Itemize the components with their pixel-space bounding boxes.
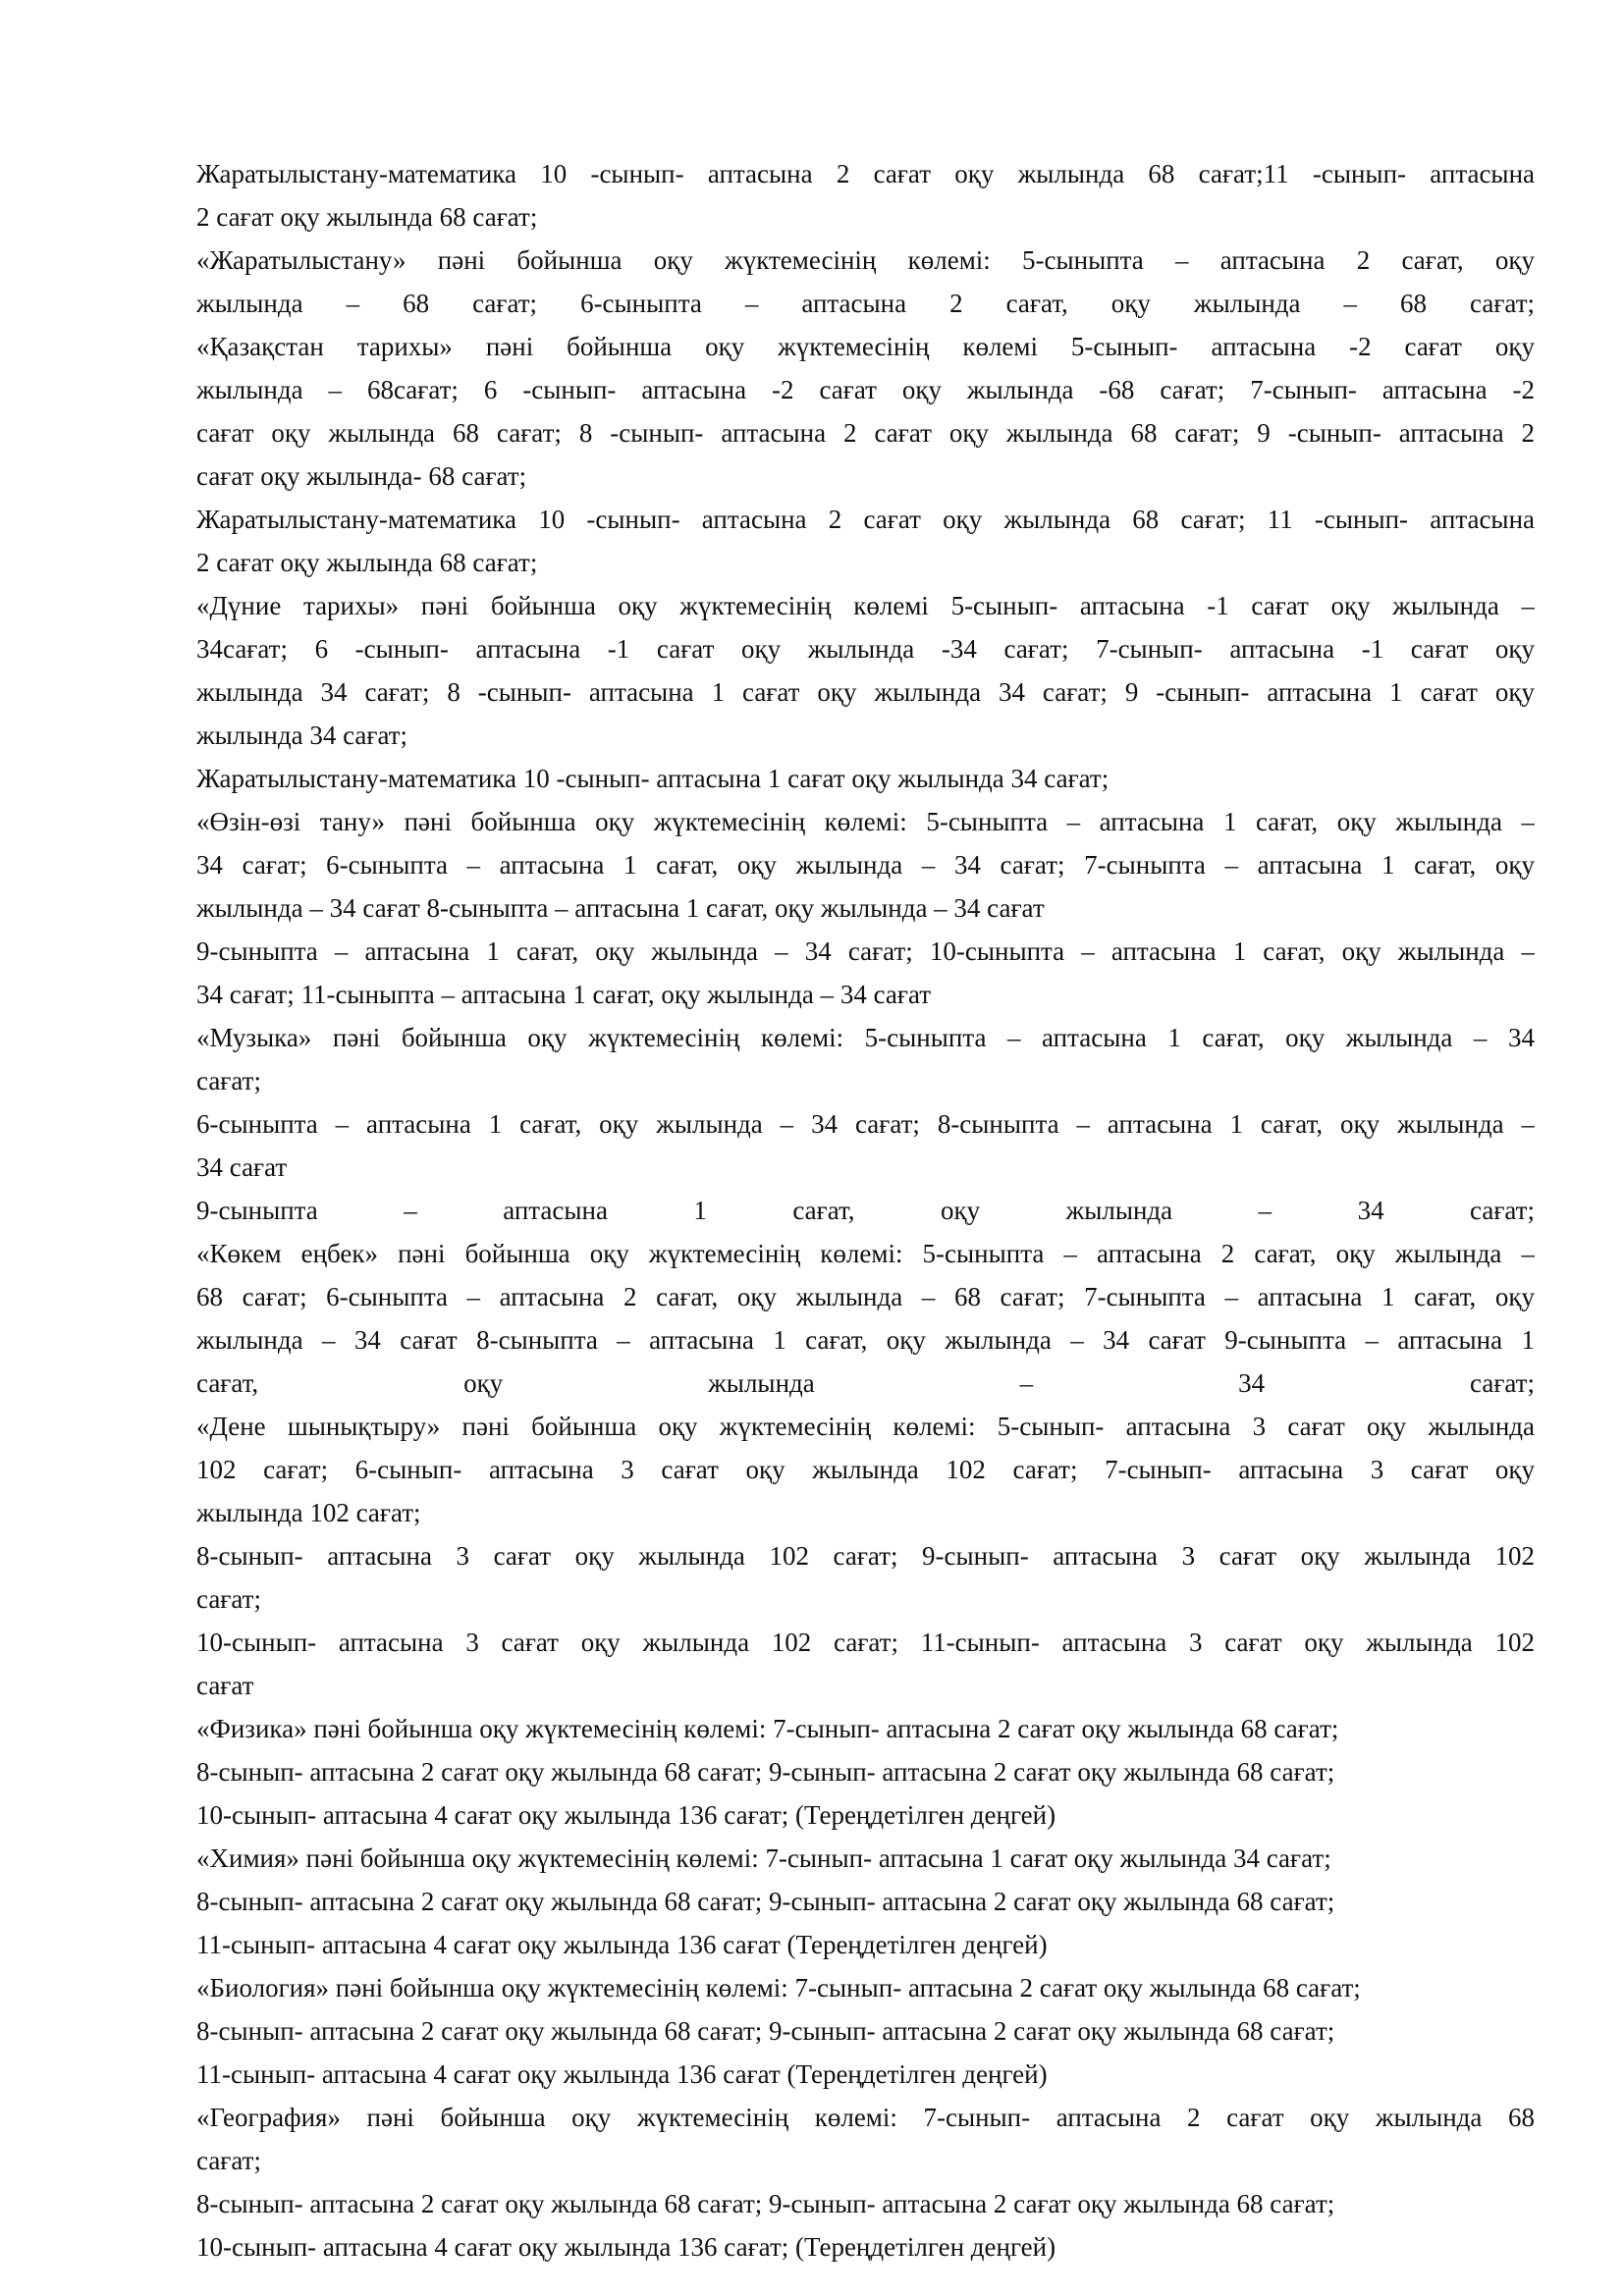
- text-line: Жаратылыстану-математика 10 -сынып- аптасына 1 сағат оқу жылында 34 сағат;: [196, 764, 1110, 793]
- text-line: «Қазақстан тарихы» пәні бойынша оқу жүктемесінің көлемі 5-сынып- аптасына -2 сағат оқу: [196, 332, 1535, 361]
- text-line: Жаратылыстану-математика 10 -сынып- аптасына 2 сағат оқу жылында 68 сағат;11 -сынып- аптасына: [196, 159, 1535, 188]
- text-line: 2 сағат оқу жылында 68 сағат;: [196, 548, 538, 577]
- text-line: жылында 102 сағат;: [196, 1498, 421, 1527]
- text-line: Жаратылыстану-математика 10 -сынып- аптасына 2 сағат оқу жылында 68 сағат; 11 -сынып- аптасына: [196, 505, 1535, 534]
- text-line: 8-сынып- аптасына 2 сағат оқу жылында 68 сағат; 9-сынып- аптасына 2 сағат оқу жылында 68 сағат;: [196, 1757, 1335, 1787]
- text-line: жылында – 34 сағат 8-сыныпта – аптасына 1 сағат, оқу жылында – 34 сағат 9-сыныпта – аптасына 1: [196, 1325, 1535, 1355]
- text-line: 8-сынып- аптасына 2 сағат оқу жылында 68 сағат; 9-сынып- аптасына 2 сағат оқу жылында 68 сағат;: [196, 2189, 1335, 2218]
- text-line: сағат, оқу жылында – 34 сағат;: [196, 1368, 1535, 1398]
- text-line: сағат: [196, 1671, 254, 1700]
- text-line: 34 сағат; 11-сыныпта – аптасына 1 сағат, оқу жылында – 34 сағат: [196, 980, 932, 1009]
- text-line: сағат;: [196, 1066, 261, 1095]
- text-line: 8-сынып- аптасына 2 сағат оқу жылында 68 сағат; 9-сынып- аптасына 2 сағат оқу жылында 68 сағат;: [196, 1887, 1335, 1916]
- text-line: жылында 34 сағат;: [196, 721, 408, 750]
- text-line: жылында – 68сағат; 6 -сынып- аптасына -2 сағат оқу жылында -68 сағат; 7-сынып- аптасына -2: [196, 375, 1535, 404]
- text-line: «Физика» пәні бойынша оқу жүктемесінің көлемі: 7-сынып- аптасына 2 сағат оқу жылында 68 сағат;: [196, 1714, 1339, 1743]
- document-page: [196, 152, 1535, 2269]
- text-line: 10-сынып- аптасына 4 сағат оқу жылында 136 сағат; (Тереңдетілген деңгей): [196, 1800, 1056, 1830]
- text-line: «География» пәні бойынша оқу жүктемесінің көлемі: 7-сынып- аптасына 2 сағат оқу жылында 68: [196, 2103, 1535, 2132]
- text-line: 34 сағат: [196, 1152, 288, 1182]
- text-line: 8-сынып- аптасына 3 сағат оқу жылында 102 сағат; 9-сынып- аптасына 3 сағат оқу жылында 102: [196, 1541, 1535, 1571]
- text-line: 2 сағат оқу жылында 68 сағат;: [196, 202, 538, 232]
- text-line: сағат оқу жылында- 68 сағат;: [196, 461, 527, 491]
- text-line: 34 сағат; 6-сыныпта – аптасына 1 сағат, оқу жылында – 34 сағат; 7-сыныпта – аптасына 1 сағат, оқу: [196, 850, 1535, 880]
- text-line: жылында – 68 сағат; 6-сыныпта – аптасына 2 сағат, оқу жылында – 68 сағат;: [196, 289, 1535, 318]
- text-line: «Музыка» пәні бойынша оқу жүктемесінің көлемі: 5-сыныпта – аптасына 1 сағат, оқу жылында – 34: [196, 1023, 1535, 1052]
- text-line: «Жаратылыстану» пәні бойынша оқу жүктемесінің көлемі: 5-сыныпта – аптасына 2 сағат, оқу: [196, 245, 1535, 275]
- text-line: 10-сынып- аптасына 4 сағат оқу жылында 136 сағат; (Тереңдетілген деңгей): [196, 2232, 1056, 2262]
- text-line: 10-сынып- аптасына 3 сағат оқу жылында 102 сағат; 11-сынып- аптасына 3 сағат оқу жылында 102: [196, 1628, 1535, 1657]
- text-line: 11-сынып- аптасына 4 сағат оқу жылында 136 сағат (Тереңдетілген деңгей): [196, 1930, 1048, 1959]
- text-line: 11-сынып- аптасына 4 сағат оқу жылында 136 сағат (Тереңдетілген деңгей): [196, 2059, 1048, 2089]
- text-line: жылында 34 сағат; 8 -сынып- аптасына 1 сағат оқу жылында 34 сағат; 9 -сынып- аптасына 1 сағат оқу: [196, 677, 1535, 707]
- text-line: 34сағат; 6 -сынып- аптасына -1 сағат оқу жылында -34 сағат; 7-сынып- аптасына -1 сағат оқу: [196, 634, 1535, 664]
- text-line: 9-сыныпта – аптасына 1 сағат, оқу жылында – 34 сағат; 10-сыныпта – аптасына 1 сағат, оқу жылында –: [196, 936, 1535, 966]
- text-line: 8-сынып- аптасына 2 сағат оқу жылында 68 сағат; 9-сынып- аптасына 2 сағат оқу жылында 68 сағат;: [196, 2016, 1335, 2046]
- text-line: 68 сағат; 6-сыныпта – аптасына 2 сағат, оқу жылында – 68 сағат; 7-сыныпта – аптасына 1 сағат, оқу: [196, 1282, 1535, 1311]
- text-line: «Дүние тарихы» пәні бойынша оқу жүктемесінің көлемі 5-сынып- аптасына -1 сағат оқу жылында –: [196, 591, 1535, 620]
- text-line: «Биология» пәні бойынша оқу жүктемесінің көлемі: 7-сынып- аптасына 2 сағат оқу жылында 68 сағат;: [196, 1973, 1361, 2002]
- text-line: «Өзін-өзі тану» пәні бойынша оқу жүктемесінің көлемі: 5-сыныпта – аптасына 1 сағат, оқу жылында –: [196, 807, 1535, 836]
- text-line: 9-сыныпта – аптасына 1 сағат, оқу жылында – 34 сағат;: [196, 1196, 1535, 1225]
- text-line: жылында – 34 сағат 8-сыныпта – аптасына 1 сағат, оқу жылында – 34 сағат: [196, 893, 1045, 923]
- text-line: 6-сыныпта – аптасына 1 сағат, оқу жылында – 34 сағат; 8-сыныпта – аптасына 1 сағат, оқу жылында –: [196, 1109, 1535, 1139]
- text-line: сағат;: [196, 2146, 261, 2175]
- text-line: «Көкем еңбек» пәні бойынша оқу жүктемесінің көлемі: 5-сыныпта – аптасына 2 сағат, оқу жылында –: [196, 1239, 1535, 1268]
- text-line: сағат;: [196, 1584, 261, 1614]
- text-line: «Дене шынықтыру» пәні бойынша оқу жүктемесінің көлемі: 5-сынып- аптасына 3 сағат оқу жылында: [196, 1412, 1535, 1441]
- text-line: сағат оқу жылында 68 сағат; 8 -сынып- аптасына 2 сағат оқу жылында 68 сағат; 9 -сынып- аптасына 2: [196, 418, 1535, 448]
- text-line: «Химия» пәні бойынша оқу жүктемесінің көлемі: 7-сынып- аптасына 1 сағат оқу жылында 34 сағат;: [196, 1843, 1331, 1873]
- text-line: 102 сағат; 6-сынып- аптасына 3 сағат оқу жылында 102 сағат; 7-сынып- аптасына 3 сағат оқу: [196, 1455, 1535, 1484]
